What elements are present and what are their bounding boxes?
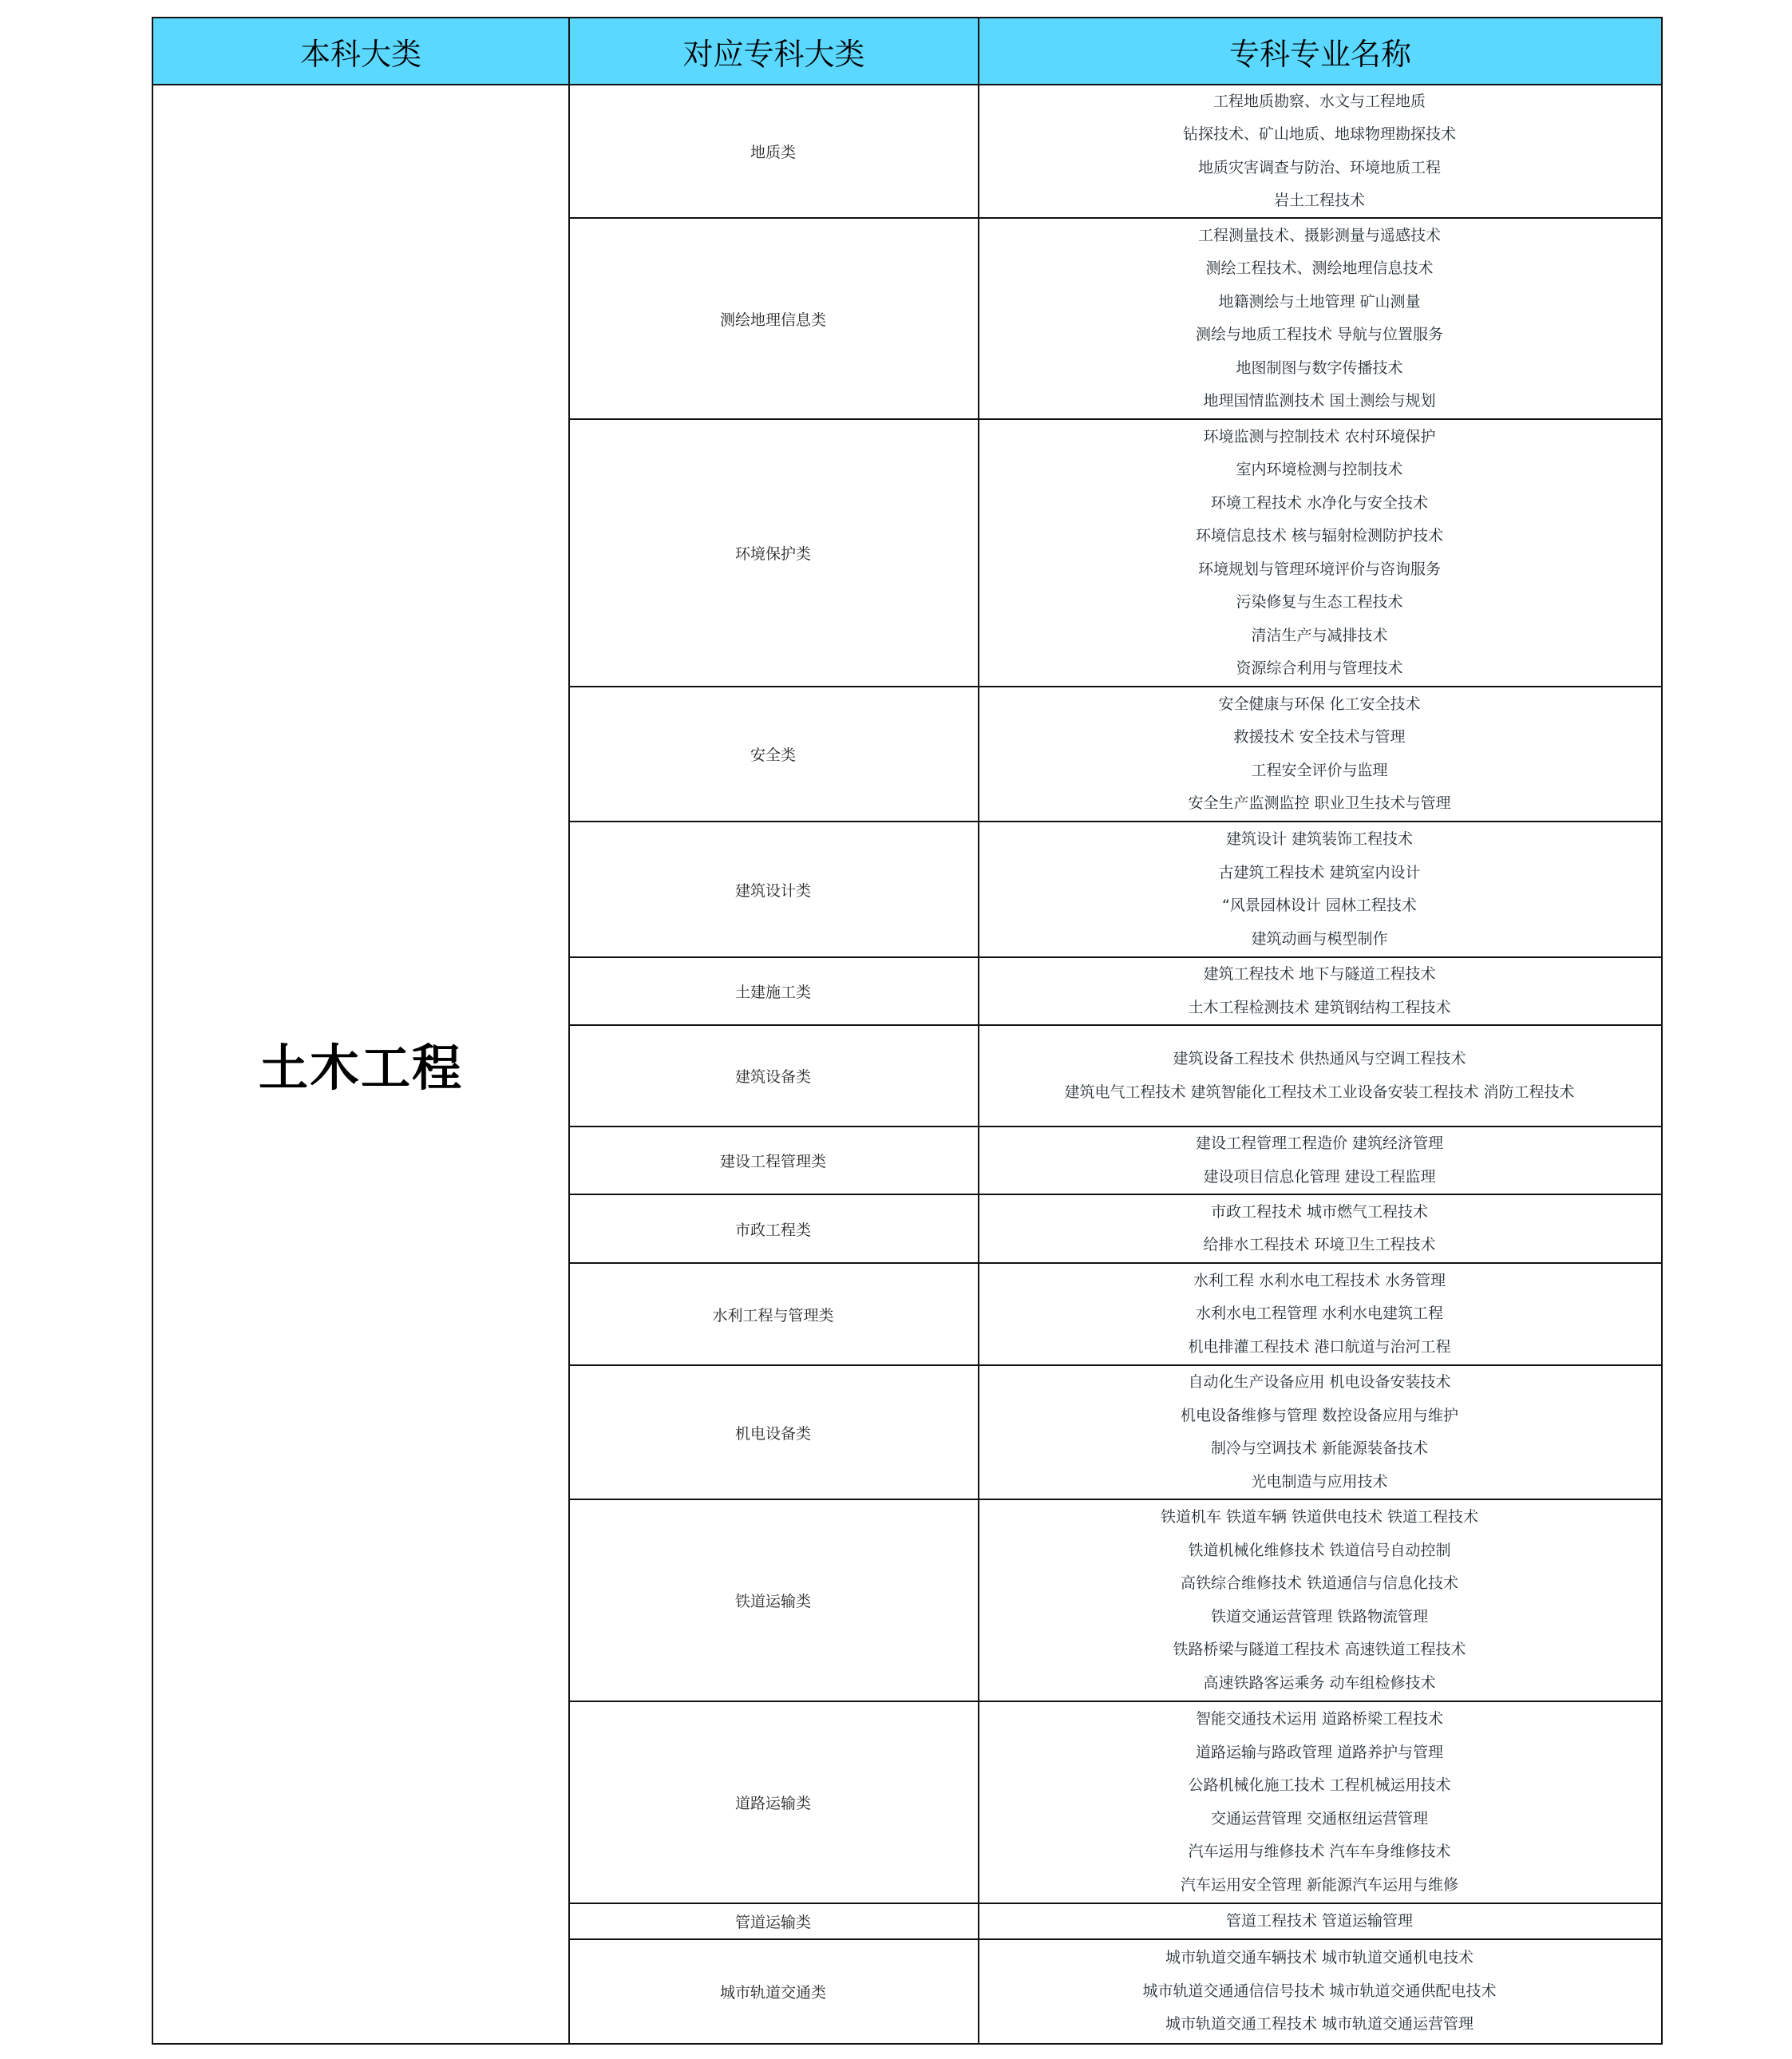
- table-row: [568, 219, 1663, 420]
- major-line: 救援技术 安全技术与管理: [1233, 728, 1406, 746]
- major-line: 城市轨道交通车辆技术 城市轨道交通机电技术: [1165, 1949, 1474, 1967]
- vocational-majors-cell: [978, 85, 1663, 219]
- major-line: 建筑设备工程技术 供热通风与空调工程技术: [1173, 1050, 1466, 1067]
- major-line: 建筑工程技术 地下与隧道工程技术: [1203, 965, 1436, 983]
- table-row: [568, 1127, 1663, 1195]
- table-row: [568, 85, 1663, 219]
- vocational-category-cell: [568, 1127, 979, 1195]
- major-line: 铁路桥梁与隧道工程技术 高速铁道工程技术: [1173, 1641, 1466, 1658]
- major-line: 清洁生产与减排技术: [1251, 626, 1388, 644]
- major-line: 铁道机械化维修技术 铁道信号自动控制: [1188, 1541, 1451, 1559]
- vocational-category-cell: [568, 1366, 979, 1500]
- vocational-category-label: 管道运输类: [734, 1914, 811, 1931]
- vocational-category-label: 环境保护类: [734, 545, 811, 563]
- major-line: 地理国情监测技术 国土测绘与规划: [1203, 392, 1436, 410]
- major-line: 环境监测与控制技术 农村环境保护: [1203, 427, 1436, 445]
- vocational-category-label: 水利工程与管理类: [712, 1306, 834, 1324]
- vocational-category-cell: [568, 1904, 979, 1940]
- vocational-majors-cell: [978, 1195, 1663, 1264]
- undergrad-category-cell: [152, 84, 570, 2045]
- vocational-category-cell: [568, 1264, 979, 1366]
- vocational-category-label: 地质类: [750, 144, 796, 161]
- table-row: [568, 1702, 1663, 1904]
- major-line: 测绘工程技术、测绘地理信息技术: [1205, 259, 1434, 277]
- vocational-category-label: 建筑设备类: [734, 1068, 811, 1086]
- vocational-majors-cell: [978, 1702, 1663, 1904]
- major-line: 给排水工程技术 环境卫生工程技术: [1203, 1236, 1436, 1253]
- vocational-category-label: 机电设备类: [734, 1424, 811, 1443]
- major-line: 测绘与地质工程技术 导航与位置服务: [1195, 326, 1444, 343]
- major-line: 机电排灌工程技术 港口航道与治河工程: [1188, 1337, 1451, 1356]
- major-line: 管道工程技术 管道运输管理: [1225, 1911, 1414, 1930]
- major-line: 城市轨道交通工程技术 城市轨道交通运营管理: [1165, 2015, 1474, 2033]
- vocational-majors-cell: [978, 822, 1663, 958]
- vocational-majors-cell: [978, 1264, 1663, 1366]
- header-undergrad-category: 本科大类: [152, 17, 570, 85]
- table-row: [568, 420, 1663, 687]
- major-line: 土木工程检测技术 建筑钢结构工程技术: [1188, 998, 1451, 1016]
- major-line: 道路运输与路政管理 道路养护与管理: [1195, 1743, 1444, 1761]
- vocational-majors-cell: [978, 687, 1663, 822]
- vocational-category-label: 建筑设计类: [734, 881, 811, 900]
- vocational-category-cell: [568, 420, 979, 687]
- vocational-majors-cell: [978, 219, 1663, 420]
- vocational-category-cell: [568, 1500, 979, 1702]
- table-row: [568, 958, 1663, 1026]
- major-line: 钻探技术、矿山地质、地球物理勘探技术: [1182, 125, 1456, 143]
- table-row: [568, 822, 1663, 958]
- major-line: 岩土工程技术: [1273, 192, 1365, 209]
- major-line: 安全健康与环保 化工安全技术: [1218, 695, 1421, 713]
- major-line: 铁道机车 铁道车辆 铁道供电技术 铁道工程技术: [1160, 1508, 1479, 1526]
- major-line: 工程测量技术、摄影测量与遥感技术: [1197, 226, 1441, 244]
- vocational-majors-cell: [978, 1127, 1663, 1195]
- major-line: 安全生产监测监控 职业卫生技术与管理: [1188, 794, 1451, 812]
- major-line: 水利水电工程管理 水利水电建筑工程: [1195, 1305, 1444, 1323]
- major-line: 汽车运用与维修技术 汽车车身维修技术: [1188, 1843, 1451, 1860]
- vocational-category-label: 城市轨道交通类: [719, 1984, 826, 2002]
- table-row: [568, 1940, 1663, 2045]
- vocational-majors-cell: [978, 958, 1663, 1026]
- table-row: [568, 1026, 1663, 1127]
- vocational-category-label: 铁道运输类: [734, 1593, 811, 1610]
- vocational-category-cell: [568, 1195, 979, 1264]
- vocational-category-cell: [568, 958, 979, 1026]
- major-line: 环境工程技术 水净化与安全技术: [1210, 493, 1429, 512]
- major-line: 城市轨道交通通信信号技术 城市轨道交通供配电技术: [1142, 1982, 1497, 2000]
- vocational-category-label: 安全类: [750, 746, 796, 764]
- vocational-majors-cell: [978, 1026, 1663, 1127]
- major-line: 制冷与空调技术 新能源装备技术: [1210, 1439, 1429, 1457]
- vocational-category-cell: [568, 85, 979, 219]
- major-line: 建设项目信息化管理 建设工程监理: [1203, 1167, 1436, 1186]
- vocational-category-label: 市政工程类: [734, 1221, 811, 1239]
- major-line: 水利工程 水利水电工程技术 水务管理: [1193, 1271, 1446, 1289]
- major-line: 自动化生产设备应用 机电设备安装技术: [1188, 1373, 1451, 1391]
- major-line: 汽车运用安全管理 新能源汽车运用与维修: [1180, 1875, 1459, 1894]
- major-line: “风景园林设计 园林工程技术: [1222, 897, 1417, 914]
- major-line: 地质灾害调查与防治、环境地质工程: [1197, 158, 1441, 176]
- vocational-category-cell: [568, 822, 979, 958]
- table-row: [568, 1500, 1663, 1702]
- vocational-majors-cell: [978, 1366, 1663, 1500]
- major-line: 高铁综合维修技术 铁道通信与信息化技术: [1180, 1574, 1459, 1592]
- vocational-category-label: 建设工程管理类: [719, 1153, 826, 1170]
- major-line: 环境信息技术 核与辐射检测防护技术: [1195, 527, 1444, 544]
- vocational-category-cell: [568, 1026, 979, 1127]
- header-vocational-category: 对应专科大类: [568, 17, 979, 85]
- major-line: 古建筑工程技术 建筑室内设计: [1218, 863, 1421, 881]
- major-line: 地图制图与数字传播技术: [1236, 358, 1403, 377]
- table-row: [568, 1264, 1663, 1366]
- major-line: 建筑动画与模型制作: [1251, 929, 1388, 948]
- table-row: [568, 1366, 1663, 1500]
- vocational-category-label: 道路运输类: [734, 1795, 811, 1812]
- major-line: 地籍测绘与土地管理 矿山测量: [1218, 292, 1421, 311]
- major-line: 光电制造与应用技术: [1251, 1472, 1388, 1491]
- major-line: 市政工程技术 城市燃气工程技术: [1210, 1202, 1429, 1221]
- vocational-category-cell: [568, 1940, 979, 2045]
- vocational-category-cell: [568, 687, 979, 822]
- vocational-category-label: 土建施工类: [734, 984, 811, 1001]
- table-row: [568, 687, 1663, 822]
- major-line: 工程地质勘察、水文与工程地质: [1212, 92, 1426, 110]
- vocational-category-cell: [568, 219, 979, 420]
- vocational-majors-cell: [978, 1940, 1663, 2045]
- header-vocational-majors: 专科专业名称: [978, 17, 1663, 85]
- table-row: [568, 1195, 1663, 1264]
- major-line: 铁道交通运营管理 铁路物流管理: [1210, 1607, 1429, 1625]
- major-line: 高速铁路客运乘务 动车组检修技术: [1203, 1673, 1436, 1692]
- vocational-majors-cell: [978, 1500, 1663, 1702]
- table-row: [568, 1904, 1663, 1940]
- major-line: 资源综合利用与管理技术: [1236, 659, 1403, 677]
- undergrad-category-label: 土木工程: [258, 1038, 463, 1097]
- major-line: 建筑电气工程技术 建筑智能化工程技术工业设备安装工程技术 消防工程技术: [1064, 1083, 1575, 1101]
- major-line: 污染修复与生态工程技术: [1236, 593, 1403, 611]
- vocational-majors-cell: [978, 1904, 1663, 1940]
- major-line: 建设工程管理工程造价 建筑经济管理: [1195, 1134, 1444, 1152]
- major-line: 交通运营管理 交通枢纽运营管理: [1210, 1809, 1429, 1827]
- vocational-category-label: 测绘地理信息类: [719, 311, 826, 329]
- major-line: 室内环境检测与控制技术: [1236, 461, 1403, 478]
- major-line: 公路机械化施工技术 工程机械运用技术: [1188, 1776, 1451, 1794]
- vocational-majors-cell: [978, 420, 1663, 687]
- vocational-category-cell: [568, 1702, 979, 1904]
- major-line: 机电设备维修与管理 数控设备应用与维护: [1180, 1406, 1459, 1424]
- major-line: 智能交通技术运用 道路桥梁工程技术: [1195, 1710, 1444, 1728]
- major-line: 环境规划与管理环境评价与咨询服务: [1197, 560, 1441, 578]
- major-line: 工程安全评价与监理: [1251, 761, 1388, 779]
- major-line: 建筑设计 建筑装饰工程技术: [1225, 830, 1414, 848]
